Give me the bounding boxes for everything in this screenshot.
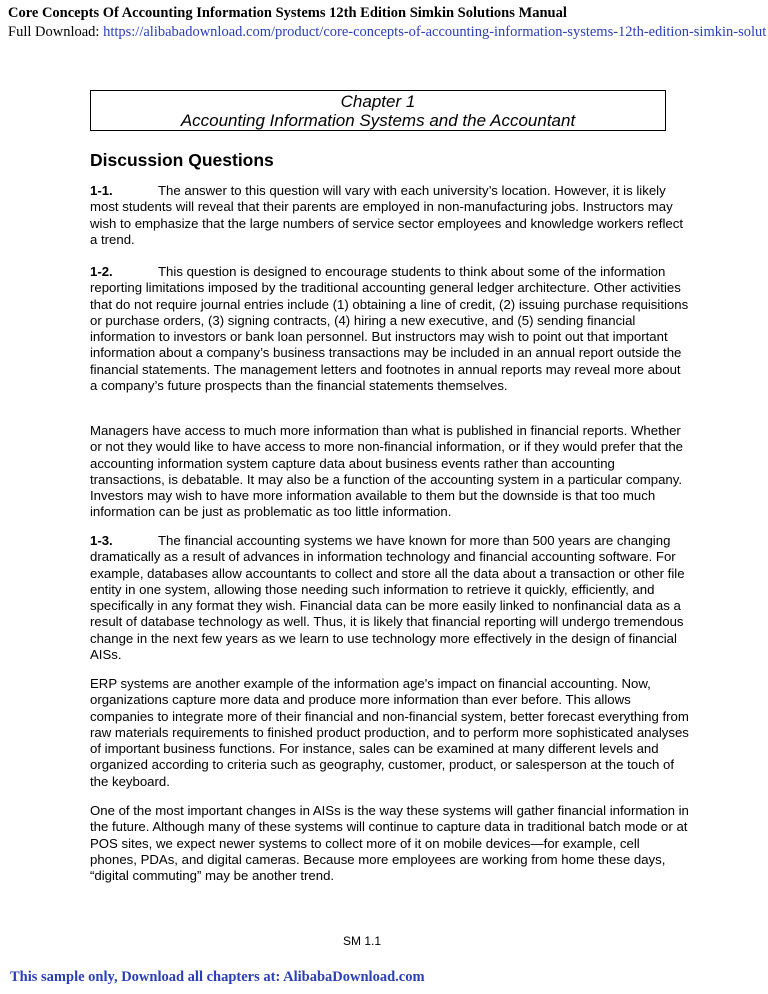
paragraph-text: The answer to this question will vary with each university’s location. However, it is likely most students will reveal that their parents are employed in non-manufacturing jobs. Instructors may wish to emphasize that the large numbers of service sector employees and knowledge workers reflect a trend.	[90, 183, 683, 247]
footer-download-note[interactable]: This sample only, Download all chapters at: AlibabaDownload.com	[10, 969, 425, 985]
page-number: SM 1.1	[343, 934, 382, 948]
question-1-2-paragraph	[90, 264, 690, 394]
download-line	[8, 23, 768, 41]
paragraph-ais-changes	[90, 803, 690, 884]
chapter-number: Chapter 1	[340, 92, 416, 111]
paragraph-text: This question is designed to encourage students to think about some of the information reporting limitations imposed by the traditional accounting general ledger architecture. Other activities that do not require journal entries include (1) obtaining a line of credit, (2) issuing purchase requisitions or purchase orders, (3) signing contracts, (4) hiring a new executive, and (5) sending financial information to investors or bank loan personnel. But instructors may wish to point out that important information about a company’s business transactions may be included in an annual report outside the financial statements. The management letters and footnotes in annual reports may reveal more about a company’s future prospects than the financial statements themselves.	[90, 264, 689, 394]
paragraph-managers	[90, 423, 690, 521]
download-link[interactable]: https://alibabadownload.com/product/core-concepts-of-accounting-information-systems-12th-edition-simkin-solut	[103, 24, 767, 40]
chapter-heading-box	[90, 90, 666, 131]
paragraph-text: The financial accounting systems we have known for more than 500 years are changing dramatically as a result of advances in information technology and financial accounting software. For example, databases allow accountants to collect and store all the data about a transaction or other file entity in one system, allowing those needing such information to retrieve it quickly, efficiently, and specifically in any format they wish. Financial data can be more easily linked to nonfinancial data as a result of database technology as well. Thus, it is likely that financial reporting will undergo tremendous change in the next few years as we learn to use technology more effectively in the design of financial AISs.	[90, 533, 685, 663]
paragraph-text: One of the most important changes in AISs is the way these systems will gather financial information in the future. Although many of these systems will continue to capture data in traditional batch mode or at POS sites, we expect newer systems to collect more of it on mobile devices—for example, cell phones, PDAs, and digital cameras. Because more employees are working from home these days, “digital commuting” may be another trend.	[90, 803, 689, 884]
section-heading: Discussion Questions	[90, 150, 274, 170]
document-title: Core Concepts Of Accounting Information Systems 12th Edition Simkin Solutions Manual	[8, 5, 567, 21]
question-number: 1-2.	[90, 264, 113, 279]
paragraph-erp	[90, 676, 690, 790]
paragraph-text: Managers have access to much more information than what is published in financial reports. Whether or not they would like to have access to more non-financial information, or if they would prefer that the accounting information system capture data about business events rather than accounting transactions, is debatable. It may also be a function of the accounting system in a particular company. Investors may wish to have more information available to them but the downside is that too much information can be just as problematic as too little information.	[90, 423, 684, 520]
question-1-3-paragraph	[90, 533, 690, 663]
question-number: 1-3.	[90, 533, 113, 548]
paragraph-text: ERP systems are another example of the information age's impact on financial accounting. Now, organizations capture more data and produce more information than ever before. This allows companies to integrate more of their financial and non-financial system, better forecast everything from raw materials requirements to finished product production, and to perform more sophisticated analyses of important business functions. For instance, sales can be examined at many different levels and organized according to criteria such as geography, customer, product, or salesperson at the touch of the keyboard.	[90, 676, 689, 789]
download-label: Full Download:	[8, 24, 104, 40]
question-number: 1-1.	[90, 183, 113, 198]
question-1-1-paragraph	[90, 183, 690, 248]
chapter-title: Accounting Information Systems and the Accountant	[180, 111, 576, 130]
